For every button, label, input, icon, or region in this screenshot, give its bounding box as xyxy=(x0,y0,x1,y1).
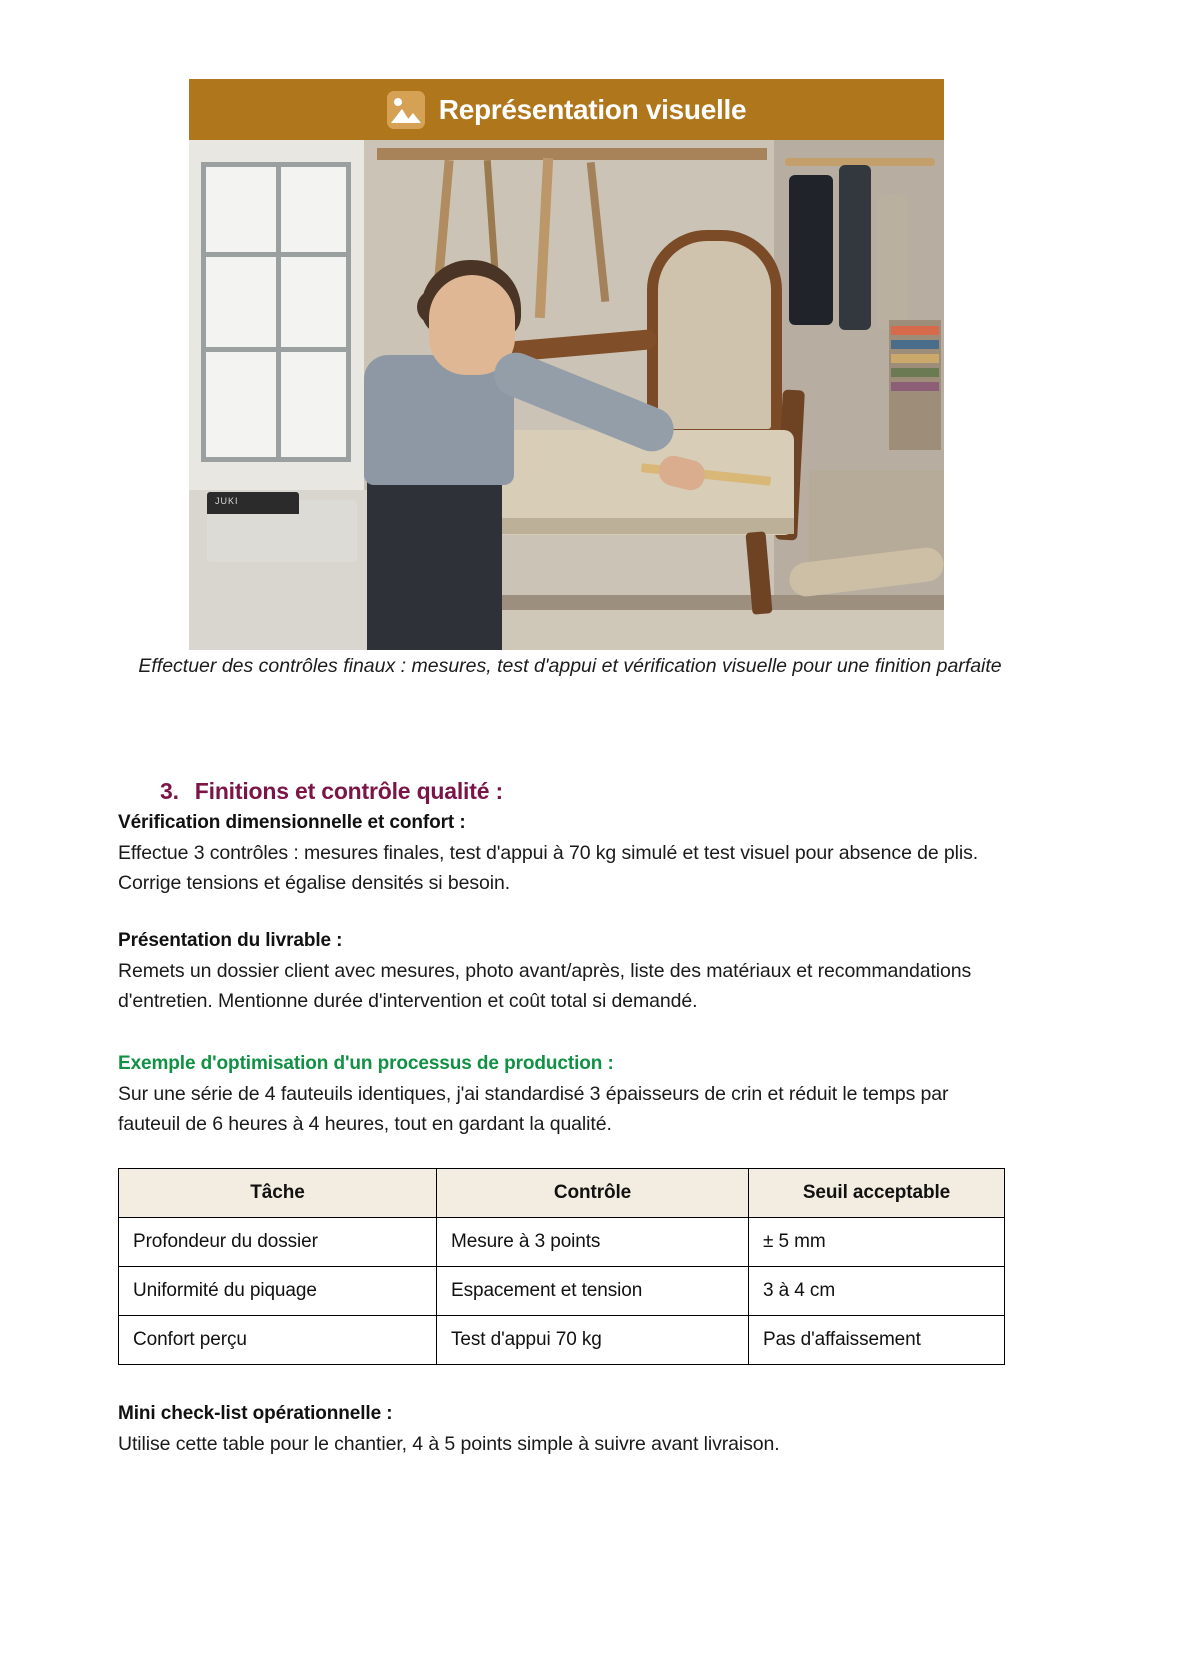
photo-caption xyxy=(130,652,1010,681)
subsection-title: Présentation du livrable : xyxy=(118,930,343,951)
armchair-backrest xyxy=(647,230,782,440)
subsection-body: Sur une série de 4 fauteuils identiques, j'ai standardisé 3 épaisseurs de crin et réduit le temps par fauteuil de 6 heures à 4 heures, tout en gardant la qualité. xyxy=(118,1083,949,1135)
visual-representation-block xyxy=(189,79,944,650)
subsection-body: Effectue 3 contrôles : mesures finales, test d'appui à 70 kg simulé et test visuel pour absence de plis. Corrige tensions et égalise densités si besoin. xyxy=(118,842,979,894)
table-cell-seuil: 3 à 4 cm xyxy=(749,1267,1005,1316)
subsection-exemple-optimisation xyxy=(118,1053,988,1139)
table-header-row xyxy=(119,1169,1005,1218)
visual-section-title: Représentation visuelle xyxy=(438,93,747,125)
subsection-title: Mini check-list opérationnelle : xyxy=(118,1403,393,1424)
visual-section-banner xyxy=(189,79,944,140)
subsection-verification xyxy=(118,812,988,898)
sewing-machine-brand-label: JUKI xyxy=(215,496,239,506)
table-cell-controle: Test d'appui 70 kg xyxy=(437,1316,749,1365)
table-cell-seuil: Pas d'affaissement xyxy=(749,1316,1005,1365)
table-cell-controle: Espacement et tension xyxy=(437,1267,749,1316)
section-title: Finitions et contrôle qualité : xyxy=(194,778,503,804)
photo-caption-line-2: finition parfaite xyxy=(874,655,1002,677)
section-number: 3. xyxy=(160,778,179,804)
table-row xyxy=(119,1218,1005,1267)
column-header-controle: Contrôle xyxy=(437,1169,749,1218)
workshop-window xyxy=(201,162,351,462)
table-row xyxy=(119,1316,1005,1365)
subsection-title: Vérification dimensionnelle et confort : xyxy=(118,812,466,833)
table-cell-tache: Confort perçu xyxy=(119,1316,437,1365)
subsection-mini-checklist xyxy=(118,1403,988,1460)
subsection-body: Remets un dossier client avec mesures, photo avant/après, liste des matériaux et recommandations d'entretien. Mentionne durée d'intervention et coût total si demandé. xyxy=(118,960,972,1012)
workshop-photo xyxy=(189,140,944,650)
table-cell-tache: Profondeur du dossier xyxy=(119,1218,437,1267)
table-cell-controle: Mesure à 3 points xyxy=(437,1218,749,1267)
column-header-seuil: Seuil acceptable xyxy=(749,1169,1005,1218)
section-heading xyxy=(160,778,503,805)
subsection-livrable xyxy=(118,930,988,1016)
column-header-tache: Tâche xyxy=(119,1169,437,1218)
photo-caption-line-1: Effectuer des contrôles finaux : mesures, test d'appui et vérification visuelle pour une xyxy=(138,655,870,677)
table-cell-seuil: ± 5 mm xyxy=(749,1218,1005,1267)
table-row xyxy=(119,1267,1005,1316)
image-picture-icon xyxy=(387,91,425,129)
subsection-body: Utilise cette table pour le chantier, 4 à 5 points simple à suivre avant livraison. xyxy=(118,1433,780,1455)
subsection-title: Exemple d'optimisation d'un processus de production : xyxy=(118,1053,614,1074)
table-cell-tache: Uniformité du piquage xyxy=(119,1267,437,1316)
quality-checklist-table xyxy=(118,1168,1005,1365)
